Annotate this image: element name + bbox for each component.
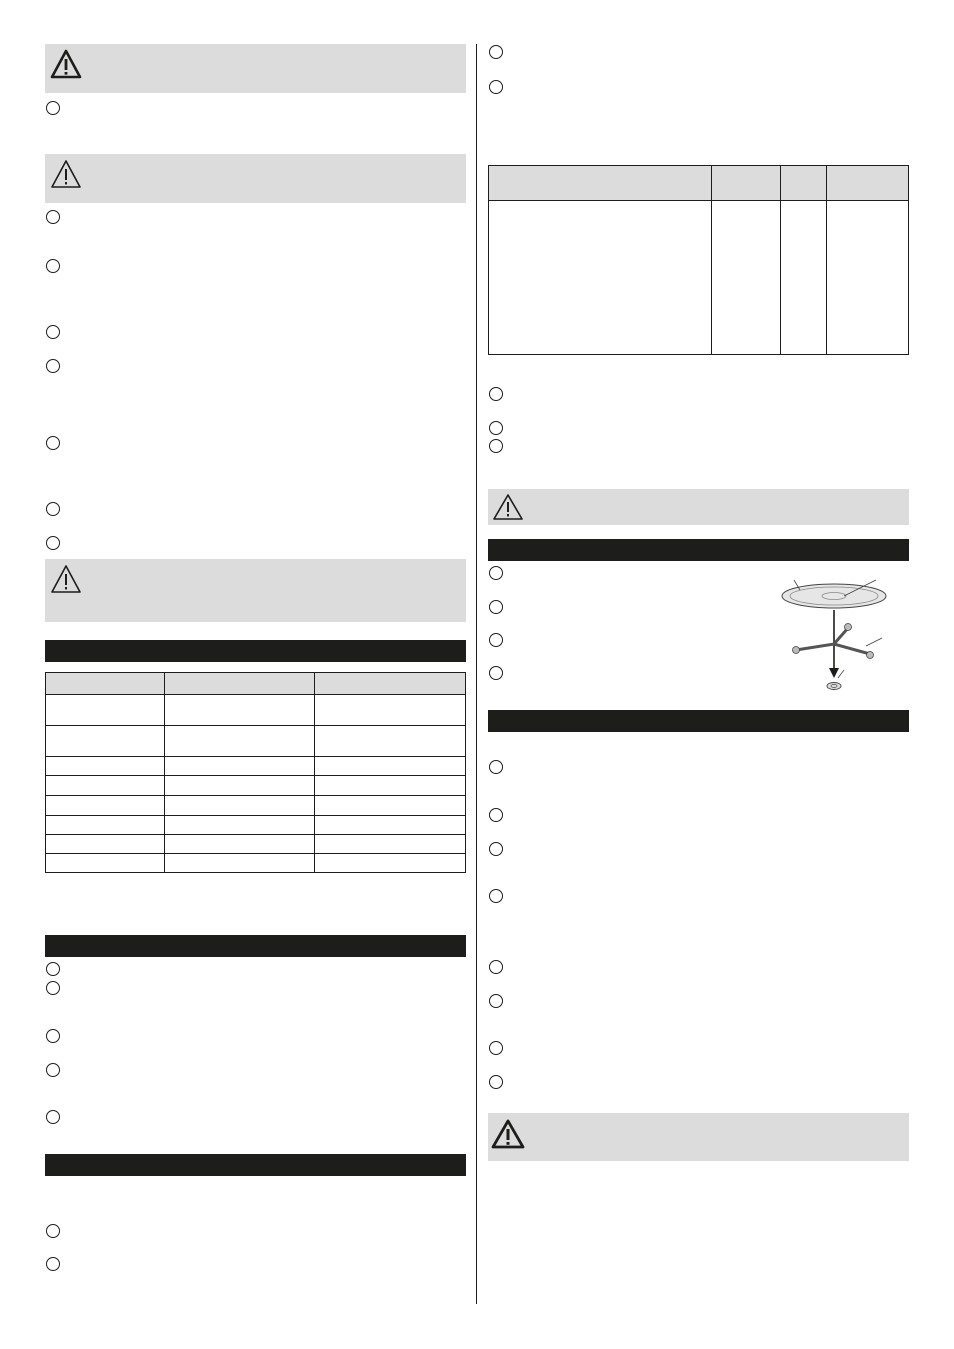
table-header-cell (712, 166, 781, 201)
table-row (46, 816, 466, 835)
section-header-bar-4 (488, 539, 909, 561)
table-cell (164, 854, 315, 873)
bullet-marker (46, 325, 60, 339)
table-row (46, 776, 466, 796)
table-cell (315, 835, 466, 854)
table-cell (315, 796, 466, 816)
warning-box-4 (488, 489, 909, 525)
table-cell (164, 695, 315, 726)
table-header-row (46, 673, 466, 695)
warning-triangle-icon (50, 159, 82, 189)
table-header-cell (827, 166, 909, 201)
table-cell (315, 816, 466, 835)
table-cell (164, 726, 315, 757)
table-cell (164, 796, 315, 816)
table-cell (46, 835, 165, 854)
bullet-marker (489, 421, 503, 435)
table-header-cell (164, 673, 315, 695)
bullet-marker (46, 536, 60, 550)
bullet-marker (46, 1257, 60, 1271)
bullet-marker (46, 1110, 60, 1124)
bullet-marker (489, 1075, 503, 1089)
section-header-bar-5 (488, 710, 909, 732)
bullet-marker (46, 962, 60, 976)
bullet-marker (489, 387, 503, 401)
bullet-marker (46, 101, 60, 115)
table-cell (827, 201, 909, 355)
bullet-marker (489, 1041, 503, 1055)
table-header-row (489, 166, 909, 201)
table-cell (46, 776, 165, 796)
bullet-marker (46, 210, 60, 224)
table-row (46, 796, 466, 816)
bullet-marker (489, 960, 503, 974)
bullet-marker (489, 45, 503, 59)
table-cell (46, 796, 165, 816)
table-cell (164, 776, 315, 796)
bullet-marker (489, 600, 503, 614)
bullet-marker (46, 502, 60, 516)
warning-triangle-icon (492, 493, 524, 521)
table-cell (164, 816, 315, 835)
table-cell (712, 201, 781, 355)
table-header-cell (489, 166, 712, 201)
table-header-cell (315, 673, 466, 695)
table-row (46, 835, 466, 854)
warning-triangle-icon (50, 564, 82, 594)
usage-table (488, 165, 909, 355)
bullet-marker (489, 633, 503, 647)
bullet-marker (489, 666, 503, 680)
table-row (46, 757, 466, 776)
table-row (489, 201, 909, 355)
bullet-marker (46, 259, 60, 273)
table-cell (315, 757, 466, 776)
table-cell (781, 201, 827, 355)
warning-triangle-icon (491, 1119, 525, 1149)
table-header-cell (46, 673, 165, 695)
warning-triangle-icon (50, 49, 82, 79)
bullet-marker (489, 889, 503, 903)
table-cell (46, 757, 165, 776)
bullet-marker (489, 439, 503, 453)
warning-box-3 (45, 559, 466, 622)
table-cell (46, 695, 165, 726)
bullet-marker (46, 436, 60, 450)
section-header-bar-1 (45, 640, 466, 662)
warning-box-5 (488, 1113, 909, 1161)
table-cell (315, 695, 466, 726)
table-cell (46, 854, 165, 873)
warning-box-2 (45, 154, 466, 203)
section-header-bar-3 (45, 1154, 466, 1176)
bullet-marker (489, 842, 503, 856)
bullet-marker (46, 359, 60, 373)
bullet-marker (46, 1224, 60, 1238)
bullet-marker (46, 981, 60, 995)
bullet-marker (489, 760, 503, 774)
table-header-cell (781, 166, 827, 201)
table-cell (46, 726, 165, 757)
bullet-marker (46, 1063, 60, 1077)
table-cell (315, 726, 466, 757)
table-cell (46, 816, 165, 835)
table-cell (164, 835, 315, 854)
table-row (46, 854, 466, 873)
column-divider (476, 44, 477, 1304)
turntable-assembly-illustration (778, 572, 908, 700)
table-row (46, 726, 466, 757)
bullet-marker (489, 80, 503, 94)
bullet-marker (489, 566, 503, 580)
bullet-marker (46, 1029, 60, 1043)
table-cell (164, 757, 315, 776)
specifications-table (45, 672, 466, 873)
table-cell (315, 854, 466, 873)
bullet-marker (489, 994, 503, 1008)
table-cell (315, 776, 466, 796)
table-cell (489, 201, 712, 355)
bullet-marker (489, 808, 503, 822)
section-header-bar-2 (45, 935, 466, 957)
warning-box-1 (45, 44, 466, 93)
table-row (46, 695, 466, 726)
